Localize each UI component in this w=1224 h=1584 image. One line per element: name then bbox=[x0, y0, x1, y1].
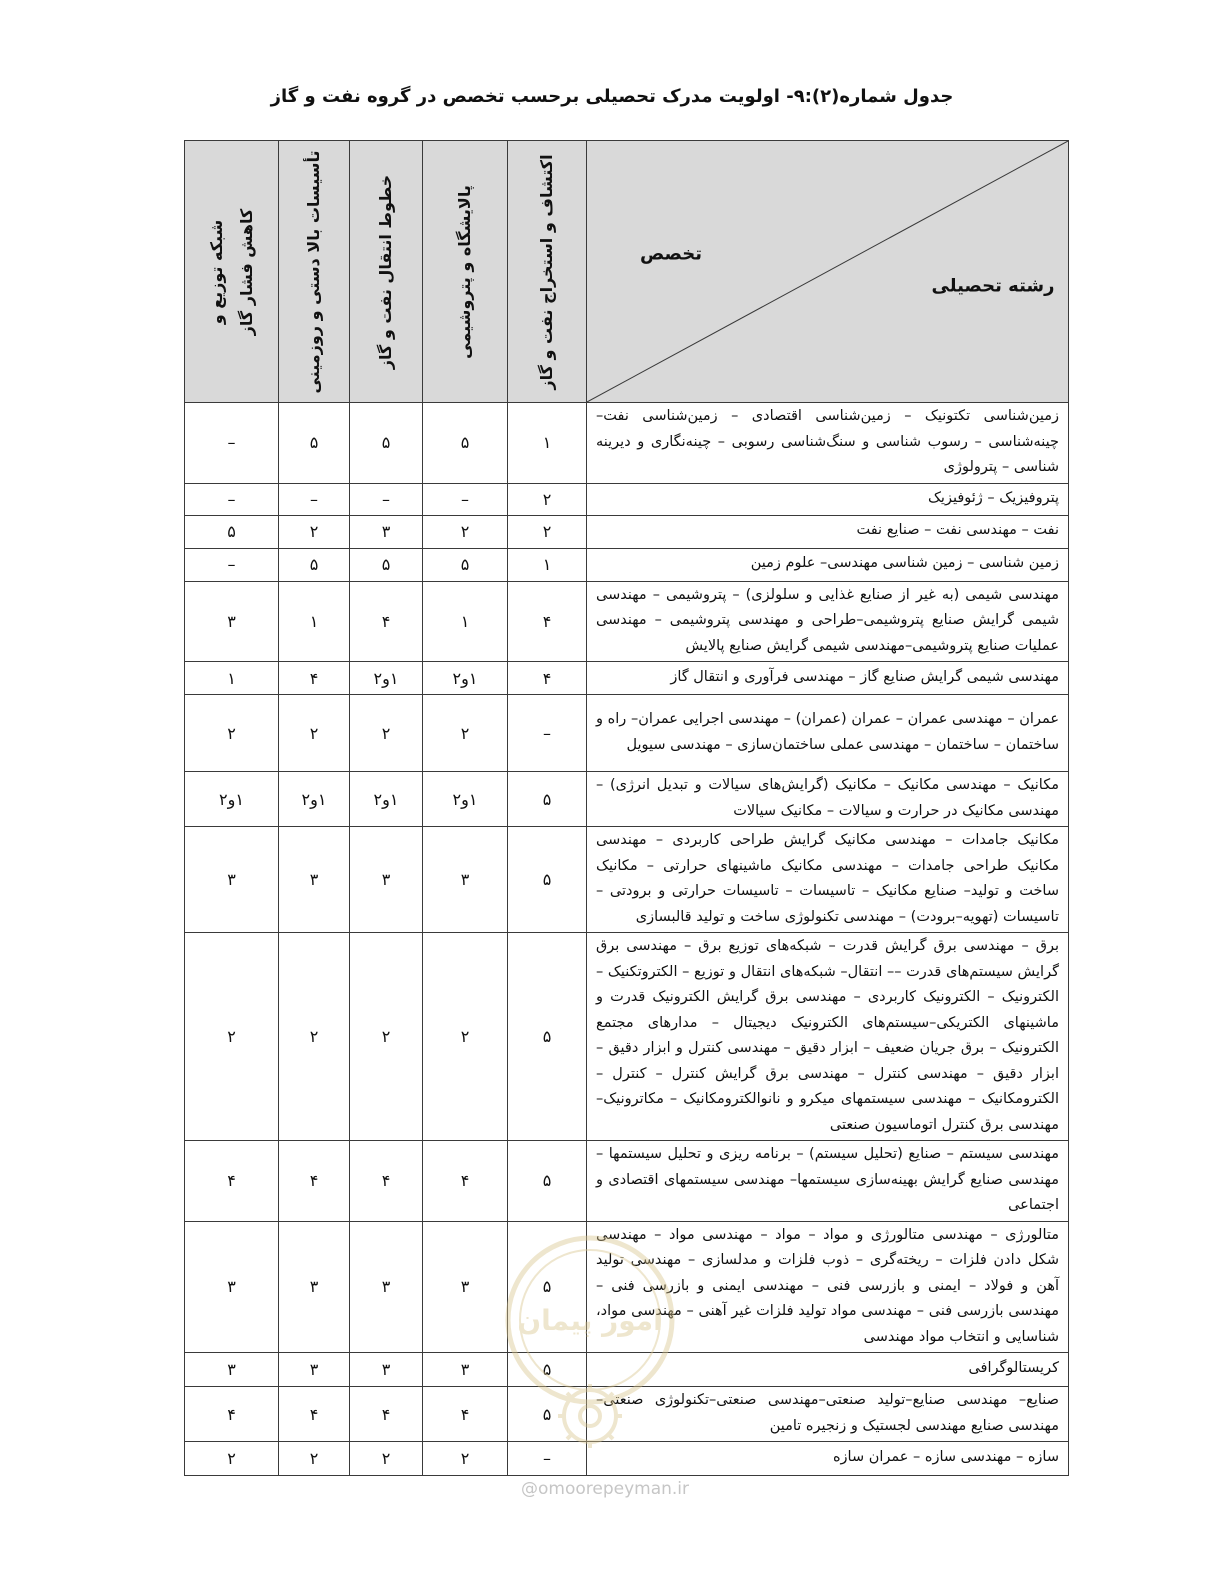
priority-cell: ۲ bbox=[350, 695, 423, 772]
priority-cell: – bbox=[279, 483, 350, 515]
priority-cell: ۴ bbox=[508, 662, 587, 695]
priority-cell: ۱و۲ bbox=[350, 772, 423, 827]
column-header-distribution-network bbox=[185, 141, 279, 403]
column-header-upstream-facilities bbox=[279, 141, 350, 403]
table-row bbox=[185, 1442, 1069, 1476]
major-cell: نفت – مهندسی نفت – صنایع نفت bbox=[587, 515, 1069, 548]
major-cell: مکانیک – مهندسی مکانیک – مکانیک (گرایش‌های سیالات و تبدیل انرژی) – مهندسی مکانیک در حرارت و سیالات – مکانیک سیالات bbox=[587, 772, 1069, 827]
major-cell: سازه – مهندسی سازه – عمران سازه bbox=[587, 1442, 1069, 1476]
priority-cell: ۵ bbox=[350, 403, 423, 484]
diagonal-divider bbox=[587, 141, 1068, 402]
table-row bbox=[185, 695, 1069, 772]
priority-cell: ۵ bbox=[508, 933, 587, 1141]
table-row bbox=[185, 1353, 1069, 1387]
column-header-label: اکتشاف و استخراج نفت و گاز bbox=[537, 153, 556, 390]
priority-cell: ۵ bbox=[279, 548, 350, 581]
table-row bbox=[185, 515, 1069, 548]
priority-cell: ۲ bbox=[423, 515, 508, 548]
column-header-label: تأسیسات بالا دستی و روزمینی bbox=[304, 150, 323, 393]
priority-cell: ۱ bbox=[508, 548, 587, 581]
priority-cell: ۳ bbox=[350, 827, 423, 933]
priority-cell: ۲ bbox=[508, 483, 587, 515]
priority-cell: ۴ bbox=[350, 1387, 423, 1442]
table-body bbox=[185, 403, 1069, 1476]
table-row bbox=[185, 581, 1069, 662]
priority-cell: ۲ bbox=[508, 515, 587, 548]
priority-cell: ۲ bbox=[423, 1442, 508, 1476]
priority-cell: ۳ bbox=[185, 1221, 279, 1353]
major-cell: مهندسی شیمی (به غیر از صنایع غذایی و سلولزی) – پتروشیمی – مهندسی شیمی گرایش صنایع پتروشیمی–طراحی و مهندسی پتروشیمی – مهندسی عملیات صنایع پتروشیمی–مهندسی شیمی گرایش صنایع پالایش bbox=[587, 581, 1069, 662]
table-row bbox=[185, 1141, 1069, 1222]
table-row bbox=[185, 1387, 1069, 1442]
priority-cell: ۵ bbox=[508, 827, 587, 933]
priority-cell: ۳ bbox=[279, 1221, 350, 1353]
specialty-header-label: تخصص bbox=[639, 243, 703, 265]
priority-cell: ۳ bbox=[279, 827, 350, 933]
priority-cell: ۱ bbox=[279, 581, 350, 662]
priority-cell: ۳ bbox=[350, 1221, 423, 1353]
major-cell: زمین‌شناسی تکتونیک – زمین‌شناسی اقتصادی – زمین‌شناسی نفت– چینه‌شناسی – رسوب شناسی و سنگ‌شناسی رسوبی – چینه‌نگاری و دیرینه شناسی – پترولوژی bbox=[587, 403, 1069, 484]
table-row bbox=[185, 933, 1069, 1141]
priority-cell: ۲ bbox=[423, 933, 508, 1141]
major-cell: مهندسی سیستم – صنایع (تحلیل سیستم) – برنامه ریزی و تحلیل سیستمها – مهندسی صنایع گرایش بهینه‌سازی سیستمها– مهندسی سیستمهای اقتصادی و اجتماعی bbox=[587, 1141, 1069, 1222]
priority-cell: ۳ bbox=[185, 827, 279, 933]
priority-cell: ۲ bbox=[350, 1442, 423, 1476]
major-cell: عمران – مهندسی عمران – عمران (عمران) – مهندسی اجرایی عمران– راه و ساختمان – ساختمان – مهندسی عملی ساختمان‌سازی – مهندسی سیویل bbox=[587, 695, 1069, 772]
column-header-exploration bbox=[508, 141, 587, 403]
priority-cell: ۱و۲ bbox=[279, 772, 350, 827]
priority-cell: ۵ bbox=[508, 1353, 587, 1387]
priority-cell: ۳ bbox=[185, 581, 279, 662]
priority-cell: – bbox=[185, 403, 279, 484]
column-header-refinery bbox=[423, 141, 508, 403]
priority-cell: ۲ bbox=[279, 933, 350, 1141]
priority-cell: ۴ bbox=[350, 581, 423, 662]
header-row bbox=[185, 141, 1069, 403]
priority-cell: ۴ bbox=[423, 1141, 508, 1222]
column-header-label: پالایشگاه و پتروشیمی bbox=[455, 184, 474, 359]
priority-cell: – bbox=[185, 483, 279, 515]
column-header-pipelines bbox=[350, 141, 423, 403]
priority-cell: ۲ bbox=[279, 515, 350, 548]
priority-cell: ۱و۲ bbox=[423, 772, 508, 827]
priority-cell: ۱و۲ bbox=[423, 662, 508, 695]
priority-cell: ۳ bbox=[423, 1221, 508, 1353]
priority-cell: ۴ bbox=[185, 1141, 279, 1222]
priority-cell: ۲ bbox=[423, 695, 508, 772]
priority-cell: – bbox=[508, 1442, 587, 1476]
priority-cell: ۳ bbox=[423, 827, 508, 933]
major-cell: مکانیک جامدات – مهندسی مکانیک گرایش طراحی کاربردی – مهندسی مکانیک طراحی جامدات – مهندسی مکانیک ماشینهای حرارتی – مکانیک ساخت و تولید– صنایع مکانیک – تاسیسات – تاسیسات حرارتی و برودتی – تاسیسات (تهویه–برودت) – مهندسی تکنولوژی ساخت و تولید قالبسازی bbox=[587, 827, 1069, 933]
priority-cell: – bbox=[185, 548, 279, 581]
priority-cell: ۵ bbox=[508, 1387, 587, 1442]
priority-cell: ۲ bbox=[185, 695, 279, 772]
column-header-label: خطوط انتقال نفت و گاز bbox=[376, 174, 395, 369]
priority-cell: ۳ bbox=[350, 515, 423, 548]
major-cell: مهندسی شیمی گرایش صنایع گاز – مهندسی فرآوری و انتقال گاز bbox=[587, 662, 1069, 695]
priority-cell: ۱و۲ bbox=[350, 662, 423, 695]
table-title: جدول شماره(۲):۹- اولویت مدرک تحصیلی برحسب تخصص در گروه نفت و گاز bbox=[270, 86, 954, 107]
major-cell: صنایع– مهندسی صنایع–تولید صنعتی–مهندسی صنعتی–تکنولوژی صنعتی– مهندسی صنایع مهندسی لجستیک و زنجیره تامین bbox=[587, 1387, 1069, 1442]
table-row bbox=[185, 827, 1069, 933]
priority-cell: ۲ bbox=[350, 933, 423, 1141]
priority-cell: ۱ bbox=[508, 403, 587, 484]
major-cell: پتروفیزیک – ژئوفیزیک bbox=[587, 483, 1069, 515]
priority-cell: ۳ bbox=[350, 1353, 423, 1387]
priority-cell: ۴ bbox=[185, 1387, 279, 1442]
table-row bbox=[185, 662, 1069, 695]
priority-cell: ۴ bbox=[508, 581, 587, 662]
priority-cell: ۱ bbox=[423, 581, 508, 662]
priority-cell: ۵ bbox=[423, 403, 508, 484]
major-cell: زمین شناسی – زمین شناسی مهندسی– علوم زمین bbox=[587, 548, 1069, 581]
priority-cell: ۳ bbox=[185, 1353, 279, 1387]
major-cell: متالورژی – مهندسی متالورژی و مواد – مواد – مهندسی مواد – مهندسی شکل دادن فلزات – ریخته‌گری – ذوب فلزات و مدلسازی – مهندسی تولید آهن و فولاد – ایمنی و بازرسی فنی – مهندسی ایمنی و بازرسی فنی – مهندسی بازرسی فنی – مهندسی مواد تولید فلزات غیر آهنی – مهندسی مواد، شناسایی و انتخاب مواد مهندسی bbox=[587, 1221, 1069, 1353]
major-header-label: رشته تحصیلی bbox=[931, 275, 1055, 297]
priority-cell: ۵ bbox=[423, 548, 508, 581]
priority-cell: ۵ bbox=[508, 1221, 587, 1353]
table-row bbox=[185, 483, 1069, 515]
priority-cell: ۵ bbox=[508, 772, 587, 827]
priority-cell: ۲ bbox=[279, 695, 350, 772]
priority-table bbox=[184, 140, 1069, 1476]
priority-cell: ۲ bbox=[279, 1442, 350, 1476]
table-row bbox=[185, 772, 1069, 827]
priority-table-container bbox=[184, 140, 1068, 1476]
priority-cell: ۴ bbox=[350, 1141, 423, 1222]
priority-cell: ۴ bbox=[279, 1141, 350, 1222]
watermark-site-text: @omoorepeyman.ir bbox=[520, 1479, 690, 1499]
table-row bbox=[185, 1221, 1069, 1353]
table-row bbox=[185, 548, 1069, 581]
priority-cell: – bbox=[423, 483, 508, 515]
table-header bbox=[185, 141, 1069, 403]
priority-cell: – bbox=[508, 695, 587, 772]
priority-cell: ۵ bbox=[508, 1141, 587, 1222]
corner-header-cell bbox=[587, 141, 1069, 403]
priority-cell: ۴ bbox=[279, 1387, 350, 1442]
priority-cell: ۴ bbox=[423, 1387, 508, 1442]
logo-text: امور پیمان bbox=[517, 1304, 663, 1337]
priority-cell: ۲ bbox=[185, 933, 279, 1141]
priority-cell: ۵ bbox=[279, 403, 350, 484]
major-cell: برق – مهندسی برق گرایش قدرت – شبکه‌های توزیع برق – مهندسی برق گرایش سیستم‌های قدرت –– انتقال– شبکه‌های انتقال و توزیع – الکتروتکنیک – الکترونیک – الکترونیک کاربردی – مهندسی برق گرایش الکترونیک قدرت و ماشینهای الکتریکی–سیستم‌های الکترونیک دیجیتال – مدارهای مجتمع الکترونیک – برق جریان ضعیف – ابزار دقیق – مهندسی کنترل و ابزار دقیق – ابزار دقیق – مهندسی کنترل – مهندسی برق گرایش کنترل – کنترل – الکترومکانیک – مهندسی سیستمهای میکرو و نانوالکترومکانیک – مکاترونیک– مهندسی برق کنترل اتوماسیون صنعتی bbox=[587, 933, 1069, 1141]
priority-cell: ۵ bbox=[350, 548, 423, 581]
major-cell: کریستالوگرافی bbox=[587, 1353, 1069, 1387]
priority-cell: ۱ bbox=[185, 662, 279, 695]
priority-cell: ۱و۲ bbox=[185, 772, 279, 827]
priority-cell: ۵ bbox=[185, 515, 279, 548]
table-row bbox=[185, 403, 1069, 484]
priority-cell: ۳ bbox=[423, 1353, 508, 1387]
priority-cell: ۴ bbox=[279, 662, 350, 695]
priority-cell: ۲ bbox=[185, 1442, 279, 1476]
priority-cell: – bbox=[350, 483, 423, 515]
priority-cell: ۳ bbox=[279, 1353, 350, 1387]
column-header-label: شبکه توزیع و کاهش فشار گاز bbox=[206, 208, 256, 335]
